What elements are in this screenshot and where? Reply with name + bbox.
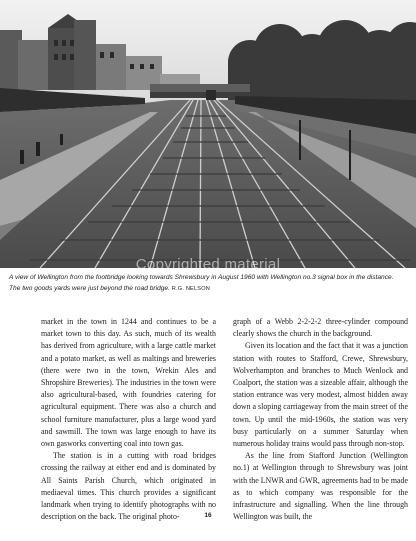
- photo-caption: [9, 272, 409, 295]
- right-paragraph-2: Given its location and the fact that it was a junction station with routes to Stafford, Crewe, Shrewsbury, Wolverhampton and branches to Much Wenlock and Coalport, the station was a sizeable affair, although the station entrance was very modest, almost hidden away down a sloping carriageway from the main street of the town. Up until the mid-1960s, the station was very busy particularly on a summer Saturday when numerous holiday trains would pass through non-stop.: [233, 341, 408, 449]
- caption-line-1: A view of Wellington from the footbridge looking towards Shrewsbury in August 1960 with Wellington no.3 signal box in the distance.: [9, 274, 394, 281]
- left-paragraph-1: market in the town in 1244 and continues to be a market town to this day. As such, much of its wealth has derived from agriculture, with a large cattle market and a potato market, as well as maltings and breweries (there were two in the town, Wrekin Ales and Shropshire Breweries). The industries in the town were also agricultural-based, with foundries catering for agricultural equipment. There was also a church and school furniture manufacturer, plus a large wood yard and sawmill. The town was large enough to have its own gasworks converting coal into town gas.: [41, 317, 216, 449]
- station-photo-image: [0, 0, 416, 268]
- caption-line-2: [9, 283, 409, 295]
- right-paragraph-3: As the line from Stafford Junction (Wellington no.1) at Wellington through to Shrewsbury was joint with the LNWR and GWR, agreements had to be made as to which company was responsible for the infrastructure and signalling. When the line through Wellington was built, the: [233, 451, 408, 522]
- photo-credit: R.G. NELSON: [171, 286, 211, 292]
- body-column-right: [233, 316, 408, 523]
- watermark-text: Copyrighted material: [135, 256, 281, 273]
- left-paragraph-2: The station is in a cutting with road bridges crossing the railway at either end and is dominated by All Saints Parish Church, which originated in mediaeval times. This church provides a significant landmark when trying to identify photographs with no description on the back. The original photo-: [41, 451, 216, 522]
- body-column-left: [41, 316, 216, 523]
- station-photograph: [0, 0, 416, 268]
- caption-line-2-text: The two goods yards were just beyond the road bridge.: [9, 285, 170, 292]
- page-number: 16: [204, 512, 212, 519]
- right-paragraph-1: graph of a Webb 2-2-2-2 three-cylinder compound clearly shows the church in the background.: [233, 317, 408, 339]
